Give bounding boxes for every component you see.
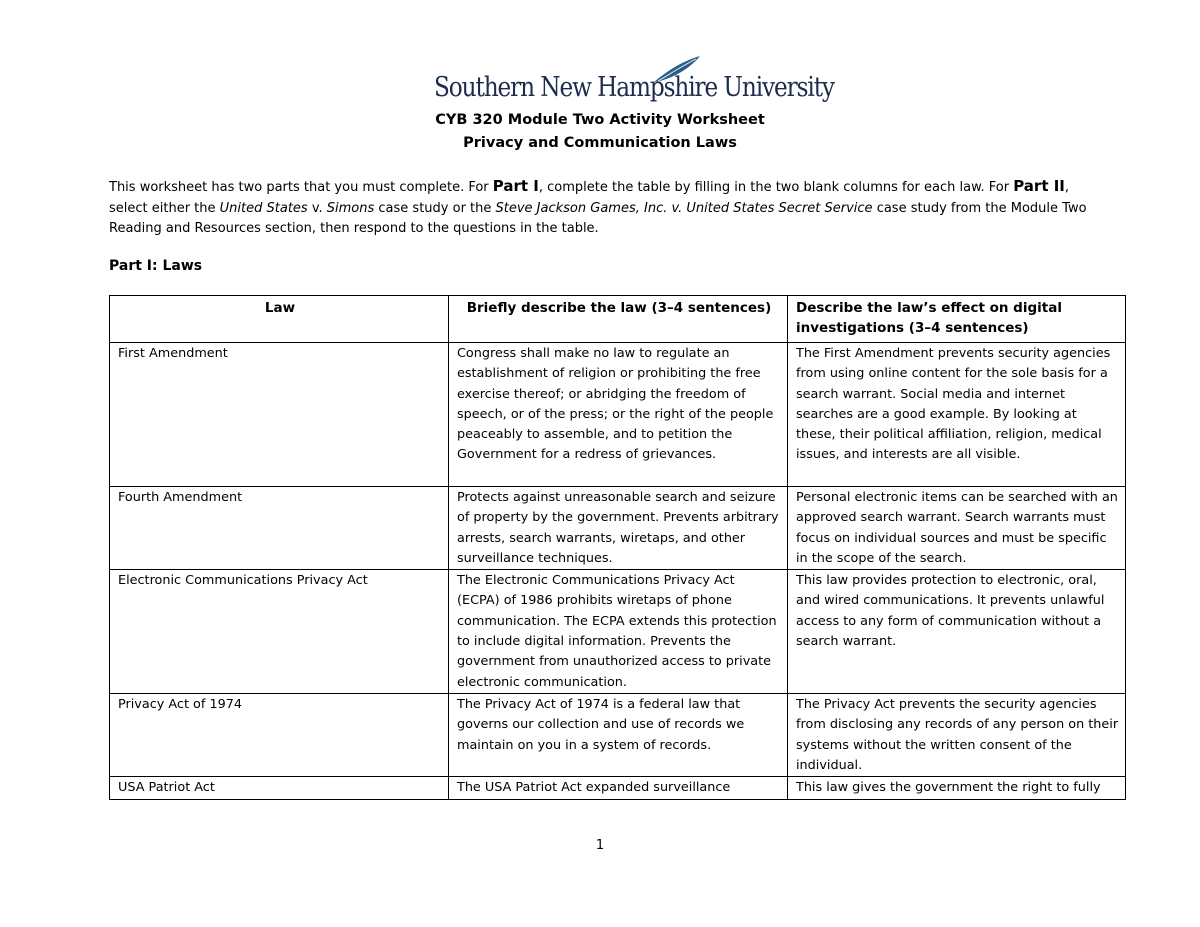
part-one-ref: Part I [492, 177, 539, 195]
law-description: Protects against unreasonable search and seizure of property by the government. Prevents arbitrary arrests, search warrants, wiretaps, and other surveillance techniques. [449, 487, 788, 570]
law-name: Fourth Amendment [110, 487, 449, 570]
law-description: The Electronic Communications Privacy Act (ECPA) of 1986 prohibits wiretaps of phone communication. The ECPA extends this protection to include digital information. Prevents the government from unauthorized access to private electronic communication. [449, 570, 788, 694]
law-description: The USA Patriot Act expanded surveillance [449, 777, 788, 799]
law-name: First Amendment [110, 343, 449, 487]
header-description: Briefly describe the law (3–4 sentences) [449, 296, 788, 343]
law-effect: Personal electronic items can be searched with an approved search warrant. Search warrants must focus on individual sources and must be specific in the scope of the search. [788, 487, 1126, 570]
law-effect: This law provides protection to electronic, oral, and wired communications. It prevents unlawful access to any form of communication without a search warrant. [788, 570, 1126, 694]
part-two-ref: Part II [1013, 177, 1065, 195]
university-logo [434, 54, 834, 106]
page-number: 1 [595, 838, 605, 853]
header-law: Law [110, 296, 449, 343]
worksheet-subtitle: Privacy and Communication Laws [463, 135, 737, 151]
law-name: USA Patriot Act [110, 777, 449, 799]
laws-table [109, 295, 1126, 800]
table-row [110, 694, 1126, 777]
table-header-row [110, 296, 1126, 343]
table-row [110, 777, 1126, 799]
law-description: Congress shall make no law to regulate an establishment of religion or prohibiting the free exercise thereof; or abridging the freedom of speech, or of the press; or the right of the people peaceably to assemble, and to petition the Government for a redress of grievances. [449, 343, 788, 487]
feather-icon [652, 54, 702, 84]
intro-paragraph: This worksheet has two parts that you must complete. For Part I, complete the table by filling in the two blank columns for each law. For Part II, select either the United States v. Simons case study or the Steve Jackson Games, Inc. v. United States Secret Service case study from the Module Two Reading and Resources section, then respond to the questions in the table. [109, 177, 1087, 236]
table-row [110, 570, 1126, 694]
part-one-heading: Part I: Laws [109, 258, 203, 274]
case-study-one: United States [219, 200, 308, 216]
law-effect: This law gives the government the right to fully [788, 777, 1126, 799]
law-name: Privacy Act of 1974 [110, 694, 449, 777]
case-study-two: Steve Jackson Games, Inc. v. United States Secret Service [495, 200, 873, 216]
worksheet-title: CYB 320 Module Two Activity Worksheet [435, 112, 765, 128]
header-effect: Describe the law’s effect on digital investigations (3–4 sentences) [788, 296, 1126, 343]
law-effect: The Privacy Act prevents the security agencies from disclosing any records of any person on their systems without the written consent of the individual. [788, 694, 1126, 777]
table-row [110, 487, 1126, 570]
law-name: Electronic Communications Privacy Act [110, 570, 449, 694]
logo-wordmark: Southern New Hampshire University [434, 72, 834, 103]
table-row [110, 343, 1126, 487]
law-effect: The First Amendment prevents security agencies from using online content for the sole basis for a search warrant. Social media and internet searches are a good example. By looking at these, their political affiliation, religion, medical issues, and interests are all visible. [788, 343, 1126, 487]
law-description: The Privacy Act of 1974 is a federal law that governs our collection and use of records we maintain on you in a system of records. [449, 694, 788, 777]
